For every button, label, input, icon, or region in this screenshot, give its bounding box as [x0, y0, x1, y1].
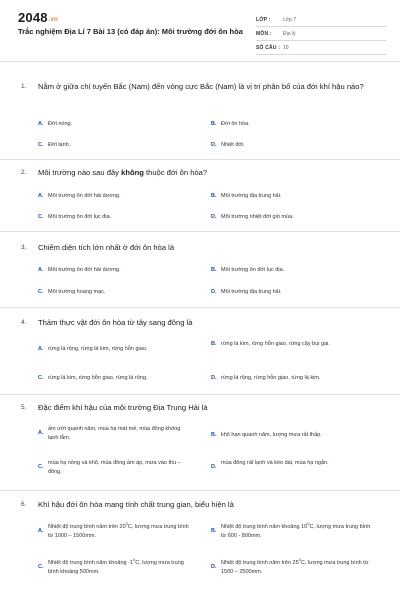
site-logo[interactable] [18, 10, 58, 25]
logo-suffix: .vn [48, 17, 59, 23]
option-letter: B. [211, 528, 217, 534]
meta-row-class [256, 14, 386, 27]
option-text: Nhiệt đới. [221, 142, 245, 148]
question-1 [0, 62, 400, 160]
option-text: mùa hạ nóng và khô, mùa đông ấm áp, mưa vào thu – đông. [48, 460, 181, 475]
option-letter: A. [38, 528, 44, 534]
question-5 [0, 395, 400, 491]
question-6 [0, 491, 400, 600]
question-text: Khí hậu đới ôn hòa mang tính chất trung gian, biểu hiện là [38, 500, 234, 509]
option-text: rừng lá rộng, rừng lá kim, rừng hỗn giao. [48, 346, 148, 352]
option-letter: B. [211, 121, 217, 127]
meta-key: LỚP : [256, 17, 271, 23]
option-text: Môi trường ôn đới lục địa. [48, 214, 112, 220]
option-d[interactable] [211, 288, 376, 297]
option-letter: D. [211, 375, 217, 381]
option-c[interactable] [38, 141, 198, 150]
option-letter: D. [211, 564, 217, 570]
option-text: rừng lá kim, rừng hỗn giao, rừng cây bụi gai. [221, 341, 330, 347]
question-number: 2. [21, 169, 27, 176]
option-text: Môi trường địa trung hải. [221, 193, 282, 199]
option-letter: D. [211, 214, 217, 220]
question-text: Chiếm diện tích lớn nhất ở đới ôn hòa là [38, 243, 175, 252]
question-text: Đặc điểm khí hậu của môi trường Địa Trung Hải là [38, 403, 208, 412]
option-text: khô hạn quanh năm, lượng mưa rất thấp. [221, 432, 322, 438]
option-letter: C. [38, 375, 44, 381]
option-a[interactable] [38, 266, 203, 275]
option-letter: D. [211, 142, 217, 148]
option-letter: A. [38, 121, 44, 127]
option-letter: B. [211, 267, 217, 273]
option-letter: A. [38, 430, 44, 436]
option-text: Môi trường ôn đới hải dương. [48, 267, 121, 273]
meta-row-count [256, 42, 386, 55]
option-b[interactable] [211, 120, 371, 129]
question-text [38, 167, 373, 178]
option-text-part: C, lượng mưa trung bình từ 1000 – 1500mm. [48, 524, 189, 539]
option-text: rừng lá kim, rừng hỗn giao, rừng lá rộng. [48, 375, 148, 381]
option-letter: A. [38, 267, 44, 273]
option-d[interactable] [211, 559, 386, 577]
option-d[interactable] [211, 374, 386, 383]
option-text-part: Nhiệt độ trung bình năm khoảng 10 [221, 524, 308, 530]
option-c[interactable] [38, 213, 203, 222]
option-text [48, 559, 193, 577]
option-text: Môi trường hoang mạc. [48, 289, 106, 295]
meta-key: SỐ CÂU : [256, 45, 281, 51]
option-superscript: 0 [133, 557, 136, 563]
page-title: Trắc nghiệm Địa Lí 7 Bài 13 (có đáp án): Môi trường đới ôn hòa [18, 27, 243, 36]
option-a[interactable] [38, 425, 203, 443]
option-letter: C. [38, 214, 44, 220]
option-text: Môi trường ôn đới lục địa. [221, 267, 285, 273]
option-text: rừng lá rộng, rừng hỗn giao, rừng lá kim. [221, 375, 321, 381]
option-text-part: Nhiệt độ trung bình năm trên 25 [221, 560, 299, 566]
option-a[interactable] [38, 523, 208, 541]
option-letter: C. [38, 289, 44, 295]
question-4 [0, 308, 400, 395]
question-number: 1. [21, 83, 27, 90]
option-c[interactable] [38, 559, 208, 577]
option-superscript: 0 [125, 521, 128, 527]
option-letter: B. [211, 193, 217, 199]
option-text-part: C, lượng mưa trung bình từ 600 - 800mm. [221, 524, 371, 539]
option-text [221, 559, 371, 577]
option-letter: C. [38, 564, 44, 570]
option-text-part: C, lượng mưa trung bình từ 1500 – 2500mm. [221, 560, 369, 575]
option-text: Môi trường nhiệt đới gió mùa. [221, 214, 294, 220]
option-text: Đới ôn hòa. [221, 121, 250, 127]
option-d[interactable] [211, 459, 376, 472]
option-letter: A. [38, 193, 44, 199]
option-letter: B. [211, 341, 217, 347]
option-c[interactable] [38, 459, 203, 477]
option-text: mùa đông rất lạnh và kéo dài, mùa hạ ngắn. [221, 460, 329, 466]
meta-row-subject [256, 28, 386, 41]
meta-value: Địa lý [283, 31, 296, 37]
option-text-part: C, lượng mưa trung bình khoảng 500mm. [48, 560, 184, 575]
option-text: Môi trường ôn đới hải dương. [48, 193, 121, 199]
question-text: Nằm ở giữa chí tuyến Bắc (Nam) đến vòng cực Bắc (Nam) là vị trí phân bố của đới khí hậu nào? [38, 82, 364, 91]
option-b[interactable] [211, 340, 371, 349]
option-a[interactable] [38, 345, 208, 354]
question-number: 6. [21, 501, 27, 508]
question-3 [0, 232, 400, 308]
option-text-part: Nhiệt độ trung bình năm khoảng -1 [48, 560, 134, 566]
option-c[interactable] [38, 288, 203, 297]
option-letter: D. [211, 289, 217, 295]
option-text: Đới nóng. [48, 121, 73, 127]
question-text-part: Môi trường nào sau đây [38, 168, 122, 177]
question-text: Thảm thực vật đới ôn hòa từ tây sang đông là [38, 318, 193, 327]
option-letter: C. [38, 464, 44, 470]
question-number: 4. [21, 319, 27, 326]
option-letter: A. [38, 346, 44, 352]
meta-key: MÔN : [256, 31, 272, 37]
option-a[interactable] [38, 120, 198, 129]
option-text: ấm ướt quanh năm, mùa hạ mát mẻ, mùa đông không lạnh lắm. [48, 426, 181, 441]
option-a[interactable] [38, 192, 203, 201]
question-number: 3. [21, 244, 27, 251]
option-b[interactable] [211, 523, 386, 541]
logo-text: 2048 [18, 10, 48, 25]
option-c[interactable] [38, 374, 208, 383]
option-letter: B. [211, 432, 217, 438]
option-letter: D. [211, 464, 217, 470]
meta-value: 10 [283, 45, 289, 51]
question-2 [0, 160, 400, 232]
question-emphasis: không [121, 168, 144, 177]
option-b[interactable] [211, 266, 376, 275]
option-d[interactable] [211, 213, 376, 222]
option-superscript: 0 [307, 521, 310, 527]
option-text: Đới lạnh. [48, 142, 71, 148]
question-number: 5. [21, 404, 27, 411]
option-superscript: 0 [298, 557, 301, 563]
meta-table [256, 14, 386, 56]
option-text-part: Nhiệt độ trung bình năm trên 20 [48, 524, 126, 530]
option-text [221, 523, 371, 541]
option-b[interactable] [211, 192, 376, 201]
meta-value: Lớp 7 [283, 17, 297, 23]
option-b[interactable] [211, 431, 386, 440]
option-letter: C. [38, 142, 44, 148]
page-header [0, 0, 400, 62]
option-d[interactable] [211, 141, 371, 150]
question-text-part: thuộc đới ôn hòa? [143, 168, 208, 177]
option-text: Môi trường địa trung hải. [221, 289, 282, 295]
option-text [48, 523, 193, 541]
